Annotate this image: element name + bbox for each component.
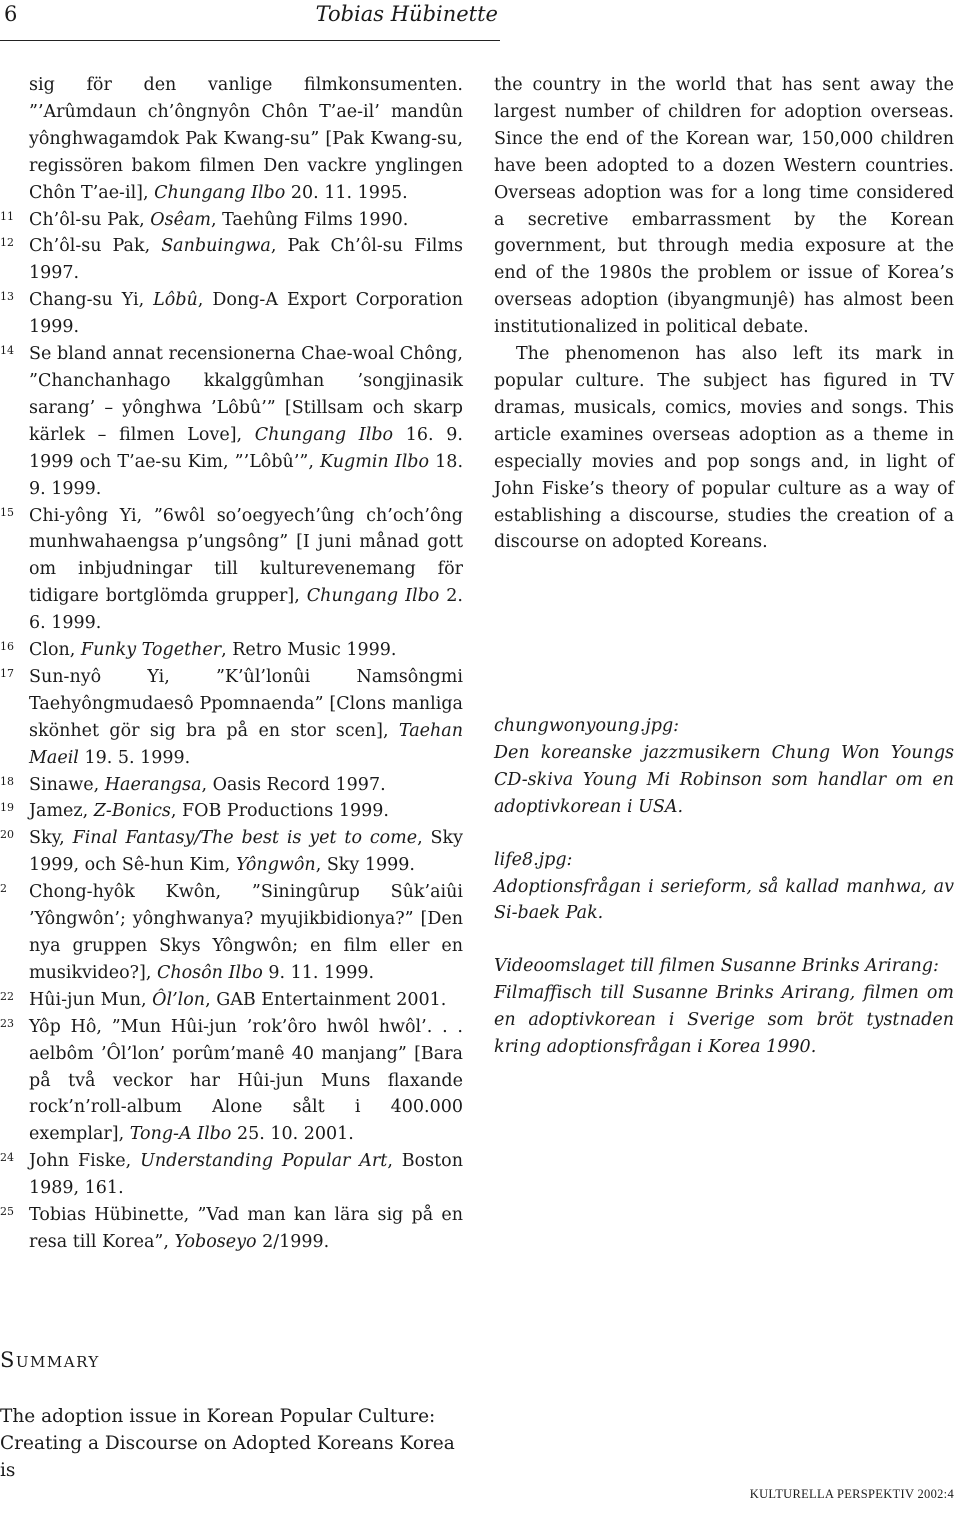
footnote-number: 2 bbox=[0, 882, 7, 896]
footnote-text: Ch’ôl-su Pak, Osêam, Taehûng Films 1990. bbox=[29, 209, 409, 230]
footnote-text: Chong-hyôk Kwôn, ”Siningûrup Sûk’aiûi ’Yôngwôn’; yônghwanya? myujikbidionya?” [Den nya gruppen Skys Yôngwôn; en film eller en musikvideo?], Chosôn Ilbo 9. 11. 1999. bbox=[29, 882, 463, 983]
footnote bbox=[0, 72, 463, 207]
footnote bbox=[0, 664, 463, 772]
footnote bbox=[0, 503, 463, 638]
caption-text: Den koreanske jazzmusikern Chung Won Youngs CD-skiva Young Mi Robinson som handlar om en adoptivkorean i USA. bbox=[494, 742, 954, 817]
footnote-number: 24 bbox=[0, 1151, 14, 1165]
footnote-text: Jamez, Z-Bonics, FOB Productions 1999. bbox=[29, 801, 389, 822]
footnote-number: 25 bbox=[0, 1205, 14, 1219]
body-paragraph: The phenomenon has also left its mark in popular culture. The subject has figured in TV dramas, musicals, comics, movies and songs. This article examines overseas adoption as a theme in especially movies and pop songs and, in light of John Fiske’s theory of popular culture as a way of establishing a discourse, studies the creation of a discourse on adopted Koreans. bbox=[494, 344, 954, 553]
footnote-number: 13 bbox=[0, 290, 14, 304]
footnote-text: sig för den vanlige filmkonsumenten. ”’Arûmdaun ch’ôngnyôn Chôn T’ae-il’ mandûn yônghwagamdok Pak Kwang-su” [Pak Kwang-su, regissören bakom filmen Den vackre ynglingen Chôn T’ae-il], Chungang Ilbo 20. 11. 1995. bbox=[29, 75, 463, 203]
caption bbox=[494, 847, 954, 928]
footnote bbox=[0, 341, 463, 502]
body-column bbox=[494, 72, 954, 556]
footnote-text: Tobias Hübinette, ”Vad man kan lära sig på en resa till Korea”, Yoboseyo 2/1999. bbox=[29, 1205, 463, 1252]
image-captions bbox=[494, 713, 954, 1087]
page-number: 6 bbox=[4, 2, 18, 26]
caption-filename: life8.jpg: bbox=[494, 849, 573, 870]
footnote bbox=[0, 287, 463, 341]
footnote-text: Sun-nyô Yi, ”K’ûl’lonûi Namsôngmi Taehyôngmudaesô Ppomnaenda” [Clons manliga skönhet gör sig bra på en stor scen], Taehan Maeil 19. 5. 1999. bbox=[29, 666, 463, 768]
footnote bbox=[0, 233, 463, 287]
caption bbox=[494, 713, 954, 821]
footnote-text: Chang-su Yi, Lôbû, Dong-A Export Corporation 1999. bbox=[29, 290, 464, 338]
footnote-text: Chi-yông Yi, ”6wôl so’oegyech’ûng ch’och’ông munhwahaengsa p’ungsông” [I juni månad gott om inbjudningar till kulturevenemang för tidigare bortglömda grupper], Chungang Ilbo 2. 6. 1999. bbox=[29, 505, 464, 634]
footnote-number: 15 bbox=[0, 505, 14, 519]
footnote bbox=[0, 879, 463, 987]
footnote-text: Yôp Hô, ”Mun Hûi-jun ’rok’ôro hwôl hwôl’. . . aelbôm ’Ôl’lon’ porûm’manê 40 manjang” [Bara på två veckor har Hûi-jun Muns flaxande rock’n’roll-album Alone sålt i 400.000 exemplar], Tong-A Ilbo 25. 10. 2001. bbox=[29, 1016, 463, 1145]
footnotes-column bbox=[0, 72, 463, 1256]
caption-filename: Videoomslaget till filmen Susanne Brinks Arirang: bbox=[494, 956, 939, 977]
body-paragraph: the country in the world that has sent away the largest number of children for adoption overseas. Since the end of the Korean war, 150,000 children have been adopted to a dozen Western countries. Overseas adoption was for a long time considered a secretive embarrassment by the Korean government, but through media exposure at the end of the 1980s the problem or issue of Korea’s overseas adoption (ibyangmunjê) has almost been institutionalized in political debate. bbox=[494, 75, 954, 338]
summary-text bbox=[0, 1403, 470, 1484]
footnote-text: Hûi-jun Mun, Ôl’lon, GAB Entertainment 2001. bbox=[29, 989, 447, 1010]
summary-line: The adoption issue in Korean Popular Culture: bbox=[0, 1406, 436, 1427]
caption-filename: chungwonyoung.jpg: bbox=[494, 716, 680, 736]
footnote-text: Ch’ôl-su Pak, Sanbuingwa, Pak Ch’ôl-su Films 1997. bbox=[29, 236, 463, 284]
footnote-number: 17 bbox=[0, 666, 14, 680]
running-title: Tobias Hübinette bbox=[315, 2, 498, 26]
caption-text: Filmaffisch till Susanne Brinks Arirang, filmen om en adoptivkorean i Sverige som bröt tystnaden kring adoptionsfrågan i Korea 1990. bbox=[494, 983, 954, 1058]
footnote bbox=[0, 1148, 463, 1202]
footnote bbox=[0, 637, 463, 664]
caption bbox=[494, 953, 954, 1061]
caption-text: Adoptionsfrågan i serieform, så kallad manhwa, av Si-baek Pak. bbox=[494, 876, 954, 924]
footnote-number: 20 bbox=[0, 828, 14, 842]
footnote bbox=[0, 1202, 463, 1256]
summary-heading: Summary bbox=[0, 1348, 100, 1372]
footnote-text: Se bland annat recensionerna Chae-woal Chông, ”Chanchanhago kkalggûmhan ’songjinasik sarang’ – yônghwa ’Lôbû’” [Stillsam och skarp kärlek – filmen Love], Chungang Ilbo 16. 9. 1999 och T’ae-su Kim, ”’Lôbû’”, Kugmin Ilbo 18. 9. 1999. bbox=[29, 344, 464, 499]
summary-line: Creating a Discourse on Adopted Koreans Korea is bbox=[0, 1433, 455, 1481]
footnote bbox=[0, 987, 463, 1014]
footnote bbox=[0, 1014, 463, 1149]
header-rule bbox=[0, 40, 500, 41]
footnote-number: 14 bbox=[0, 344, 14, 358]
footnote-number: 22 bbox=[0, 989, 14, 1003]
footnote-number: 18 bbox=[0, 774, 14, 788]
footnote-number: 12 bbox=[0, 236, 14, 250]
footnote-text: Sky, Final Fantasy/The best is yet to come, Sky 1999, och Sê-hun Kim, Yôngwôn, Sky 1999. bbox=[29, 828, 464, 876]
journal-footer: KULTURELLA PERSPEKTIV 2002:4 bbox=[749, 1487, 954, 1501]
footnote-text: John Fiske, Understanding Popular Art, Boston 1989, 161. bbox=[29, 1151, 463, 1199]
footnote-number: 11 bbox=[0, 209, 14, 223]
footnote-text: Sinawe, Haerangsa, Oasis Record 1997. bbox=[29, 774, 386, 795]
footnote-number: 19 bbox=[0, 801, 14, 815]
footnote bbox=[0, 207, 463, 234]
footnote bbox=[0, 772, 463, 799]
footnote bbox=[0, 798, 463, 825]
footnote-number: 23 bbox=[0, 1016, 14, 1030]
footnote-text: Clon, Funky Together, Retro Music 1999. bbox=[29, 640, 397, 661]
footnote bbox=[0, 825, 463, 879]
footnote-number: 16 bbox=[0, 640, 14, 654]
